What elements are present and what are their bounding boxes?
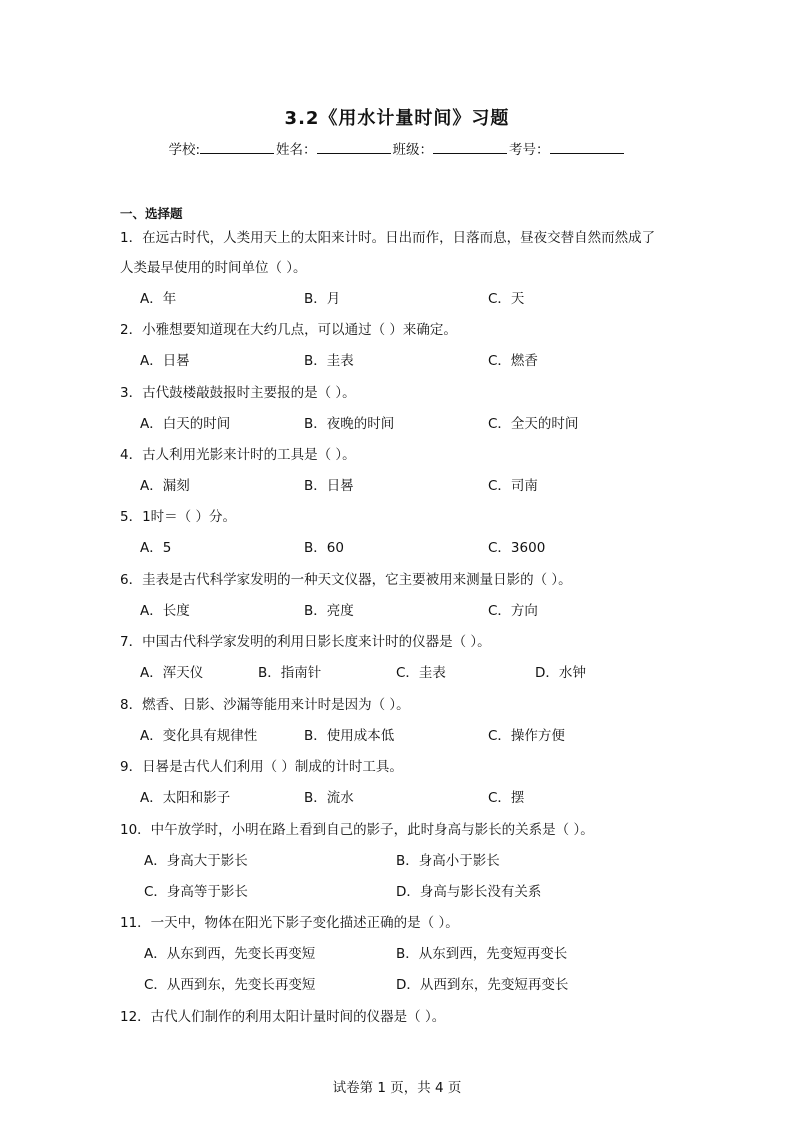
question-7-option-d[interactable]: D．水钟: [535, 665, 586, 681]
question-11-option-b[interactable]: B．从东到西，先变短再变长: [396, 946, 568, 962]
name-label: 姓名：: [276, 142, 317, 158]
question-6-option-b[interactable]: B．亮度: [304, 603, 354, 619]
question-3-text: 3．古代鼓楼敲鼓报时主要报的是（ ）。: [120, 385, 356, 401]
page-title: 3.2《用水计量时间》习题: [284, 108, 510, 129]
question-3-option-c[interactable]: C．全天的时间: [488, 416, 579, 432]
question-1-line1: 1．在远古时代，人类用天上的太阳来计时。日出而作，日落而息，昼夜交替自然而然成了: [120, 230, 656, 246]
question-9-option-a[interactable]: A．太阳和影子: [140, 790, 231, 806]
question-1-option-c[interactable]: C．天: [488, 291, 525, 307]
question-2-option-b[interactable]: B．圭表: [304, 353, 354, 369]
class-label: 班级：: [392, 142, 434, 158]
question-10-text: 10．中午放学时，小明在路上看到自己的影子，此时身高与影长的关系是（ ）。: [120, 822, 594, 838]
school-label: 学校:: [168, 142, 201, 158]
question-11-option-d[interactable]: D．从西到东，先变短再变长: [396, 977, 569, 993]
question-4-option-a[interactable]: A．漏刻: [140, 478, 190, 494]
question-6-option-a[interactable]: A．长度: [140, 603, 190, 619]
question-2-option-a[interactable]: A．日晷: [140, 353, 190, 369]
school-blank[interactable]: [200, 139, 274, 154]
question-8-text: 8．燃香、日影、沙漏等能用来计时是因为（ ）。: [120, 697, 410, 713]
question-9-text: 9．日晷是古代人们利用（ ）制成的计时工具。: [120, 759, 403, 775]
exam-no-blank[interactable]: [550, 139, 624, 154]
question-10-option-b[interactable]: B．身高小于影长: [396, 853, 500, 869]
question-1-option-a[interactable]: A．年: [140, 291, 177, 307]
question-4-text: 4．古人利用光影来计时的工具是（ ）。: [120, 447, 356, 463]
question-9-option-c[interactable]: C．摆: [488, 790, 525, 806]
question-6-option-c[interactable]: C．方向: [488, 603, 538, 619]
question-8-option-b[interactable]: B．使用成本低: [304, 728, 395, 744]
question-9-option-b[interactable]: B．流水: [304, 790, 354, 806]
question-2-option-c[interactable]: C．燃香: [488, 353, 538, 369]
question-10-option-d[interactable]: D．身高与影长没有关系: [396, 884, 542, 900]
question-10-option-a[interactable]: A．身高大于影长: [144, 853, 248, 869]
name-blank[interactable]: [317, 139, 391, 154]
question-11-option-c[interactable]: C．从西到东，先变长再变短: [144, 977, 316, 993]
question-5-option-c[interactable]: C．3600: [488, 540, 546, 556]
question-4-option-b[interactable]: B．日晷: [304, 478, 354, 494]
question-4-option-c[interactable]: C．司南: [488, 478, 538, 494]
question-7-option-c[interactable]: C．圭表: [396, 665, 446, 681]
page-footer: 试卷第 1 页，共 4 页: [332, 1080, 462, 1096]
student-info-line: [0, 138, 794, 158]
question-1-option-b[interactable]: B．月: [304, 291, 341, 307]
question-3-option-a[interactable]: A．白天的时间: [140, 416, 231, 432]
question-6-text: 6．圭表是古代科学家发明的一种天文仪器，它主要被用来测量日影的（ ）。: [120, 572, 572, 588]
question-5-option-b[interactable]: B．60: [304, 540, 344, 556]
question-10-option-c[interactable]: C．身高等于影长: [144, 884, 248, 900]
question-3-option-b[interactable]: B．夜晚的时间: [304, 416, 395, 432]
question-12-text: 12．古代人们制作的利用太阳计量时间的仪器是（ ）。: [120, 1009, 446, 1025]
exam-no-label: 考号：: [509, 142, 550, 158]
question-7-option-a[interactable]: A．浑天仪: [140, 665, 204, 681]
class-blank[interactable]: [433, 139, 507, 154]
question-2-text: 2．小雅想要知道现在大约几点，可以通过（ ）来确定。: [120, 322, 457, 338]
question-1-line2: 人类最早使用的时间单位（ ）。: [120, 260, 307, 276]
question-7-text: 7．中国古代科学家发明的利用日影长度来计时的仪器是（ ）。: [120, 634, 491, 650]
question-8-option-c[interactable]: C．操作方便: [488, 728, 565, 744]
question-11-text: 11．一天中，物体在阳光下影子变化描述正确的是（ ）。: [120, 915, 459, 931]
question-7-option-b[interactable]: B．指南针: [258, 665, 322, 681]
section-heading: 一、选择题: [120, 206, 183, 221]
question-5-text: 5．1时＝（ ）分。: [120, 509, 236, 525]
question-5-option-a[interactable]: A．5: [140, 540, 172, 556]
question-11-option-a[interactable]: A．从东到西，先变长再变短: [144, 946, 316, 962]
question-8-option-a[interactable]: A．变化具有规律性: [140, 728, 258, 744]
